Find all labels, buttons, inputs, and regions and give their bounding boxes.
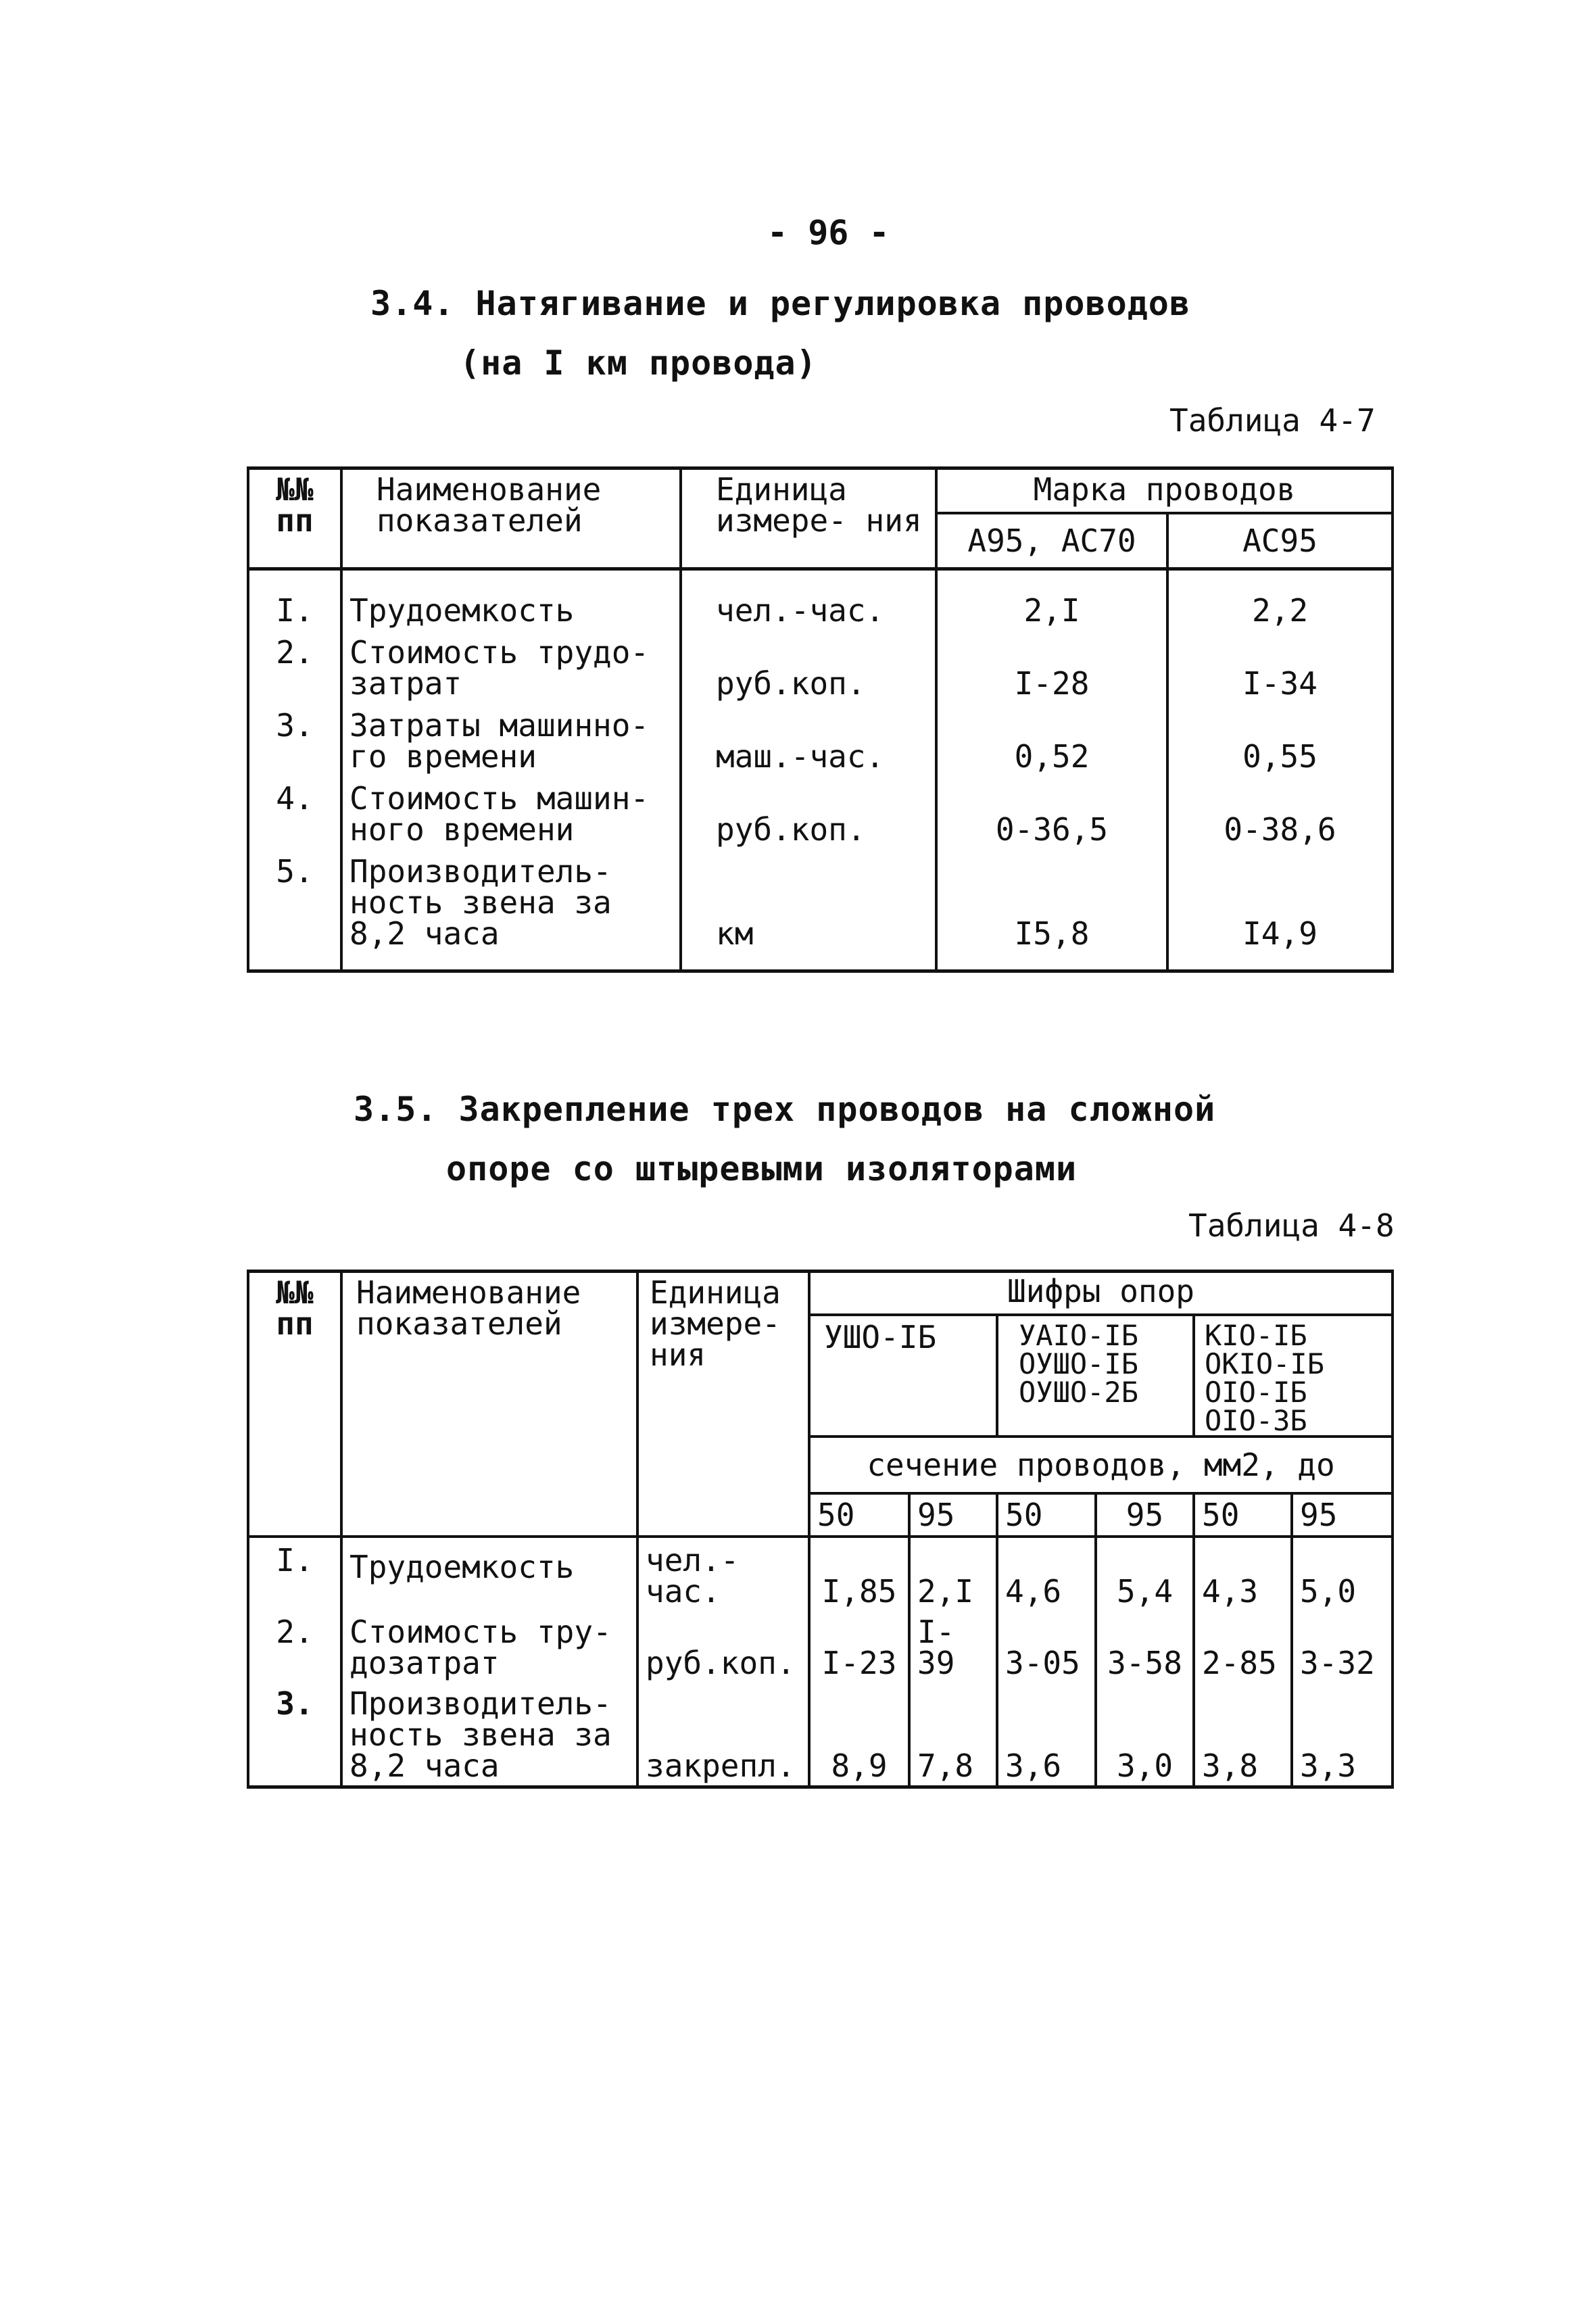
row-num: 2. <box>248 1610 341 1681</box>
row-value: I-28 <box>936 631 1167 704</box>
header-col1: А95, АС70 <box>936 513 1167 569</box>
row-value: I-39 <box>909 1610 997 1681</box>
row-num: 2. <box>248 631 341 704</box>
table-row <box>248 777 1393 850</box>
row-value: 0-38,6 <box>1167 777 1393 850</box>
row-value: 2,I <box>936 589 1167 631</box>
row-value: 0,52 <box>936 704 1167 777</box>
row-name: Затраты машинно- го времени <box>341 704 681 777</box>
header-size: 95 <box>1292 1493 1393 1537</box>
row-value: 3-32 <box>1292 1610 1393 1681</box>
row-value: 7,8 <box>909 1681 997 1787</box>
header-col2: АС95 <box>1167 513 1393 569</box>
row-unit: руб.коп. <box>681 631 936 704</box>
row-value: 2,I <box>909 1537 997 1610</box>
table-row <box>248 631 1393 704</box>
section-title: 3.5. Закрепление трех проводов на сложной <box>354 1090 1216 1129</box>
section-subtitle: опоре со штыревыми изоляторами <box>446 1149 1078 1188</box>
row-name: Стоимость машин- ного времени <box>341 777 681 850</box>
row-unit: чел.-час. <box>637 1537 809 1610</box>
header-group: Шифры опор <box>809 1272 1393 1316</box>
row-value: 4,3 <box>1194 1537 1292 1610</box>
header-num: №№ пп <box>248 468 341 569</box>
row-value: 5,0 <box>1292 1537 1393 1610</box>
table-row <box>248 1681 1393 1787</box>
row-name: Трудоемкость <box>341 589 681 631</box>
header-group-2: УАIО-IБ ОУШО-IБ ОУШО-2Б <box>997 1315 1194 1437</box>
row-name: Трудоемкость <box>341 1537 637 1610</box>
row-value: 4,6 <box>997 1537 1096 1610</box>
row-name: Производитель- ность звена за 8,2 часа <box>341 850 681 971</box>
row-value: I5,8 <box>936 850 1167 971</box>
header-size: 95 <box>909 1493 997 1537</box>
header-unit: Единица измере- ния <box>681 468 936 569</box>
row-value: 5,4 <box>1096 1537 1194 1610</box>
row-value: 2,2 <box>1167 589 1393 631</box>
row-unit: чел.-час. <box>681 589 936 631</box>
row-num: 3. <box>248 1681 341 1787</box>
header-size: 50 <box>997 1493 1096 1537</box>
header-unit: Единица измере- ния <box>637 1272 809 1537</box>
section-subtitle: (на I км провода) <box>460 343 817 383</box>
table-4-8 <box>247 1270 1394 1789</box>
table-caption: Таблица 4-7 <box>1169 402 1376 439</box>
table-row <box>248 850 1393 971</box>
row-value: I-34 <box>1167 631 1393 704</box>
row-value: 2-85 <box>1194 1610 1292 1681</box>
table-row <box>248 1537 1393 1610</box>
row-unit: маш.-час. <box>681 704 936 777</box>
table-4-7 <box>247 466 1394 973</box>
row-value: 3-58 <box>1096 1610 1194 1681</box>
row-value: 3,0 <box>1096 1681 1194 1787</box>
header-subheader: сечение проводов, мм2, до <box>809 1437 1393 1493</box>
table-row <box>248 1610 1393 1681</box>
header-size: 50 <box>809 1493 909 1537</box>
header-name: Наименование показателей <box>341 1272 637 1537</box>
row-unit: закрепл. <box>637 1681 809 1787</box>
section-title: 3.4. Натягивание и регулировка проводов <box>370 284 1190 323</box>
row-value: 8,9 <box>809 1681 909 1787</box>
header-name: Наименование показателей <box>341 468 681 569</box>
row-name: Стоимость тру- дозатрат <box>341 1610 637 1681</box>
header-size: 50 <box>1194 1493 1292 1537</box>
header-group-3: КIО-IБ ОКIО-IБ ОIО-IБ ОIО-3Б <box>1194 1315 1393 1437</box>
row-value: I,85 <box>809 1537 909 1610</box>
row-unit: км <box>681 850 936 971</box>
row-value: I4,9 <box>1167 850 1393 971</box>
header-size: 95 <box>1096 1493 1194 1537</box>
header-group: Марка проводов <box>936 468 1393 514</box>
row-num: 5. <box>248 850 341 971</box>
header-group-1: УШО-IБ <box>809 1315 997 1437</box>
row-unit: руб.коп. <box>637 1610 809 1681</box>
row-value: 0,55 <box>1167 704 1393 777</box>
row-value: 3,3 <box>1292 1681 1393 1787</box>
row-unit: руб.коп. <box>681 777 936 850</box>
row-num: I. <box>248 589 341 631</box>
row-num: 4. <box>248 777 341 850</box>
row-value: 3,6 <box>997 1681 1096 1787</box>
header-num: №№ пп <box>248 1272 341 1537</box>
table-row <box>248 704 1393 777</box>
row-value: 0-36,5 <box>936 777 1167 850</box>
table-row <box>248 589 1393 631</box>
row-value: I-23 <box>809 1610 909 1681</box>
row-name: Стоимость трудо- затрат <box>341 631 681 704</box>
table-caption: Таблица 4-8 <box>1188 1207 1395 1244</box>
row-value: 3,8 <box>1194 1681 1292 1787</box>
page-number: - 96 - <box>767 213 890 252</box>
row-value: 3-05 <box>997 1610 1096 1681</box>
row-num: I. <box>248 1537 341 1610</box>
row-name: Производитель- ность звена за 8,2 часа <box>341 1681 637 1787</box>
row-num: 3. <box>248 704 341 777</box>
